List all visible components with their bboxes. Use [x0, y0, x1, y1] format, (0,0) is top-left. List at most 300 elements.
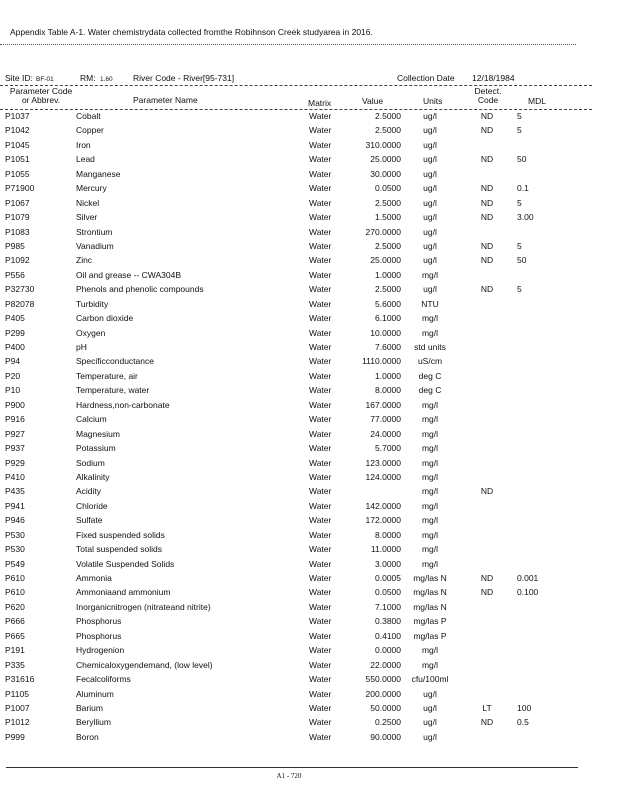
cell-matrix: Water [309, 515, 332, 526]
cell-detect: ND [480, 154, 494, 165]
cell-matrix: Water [309, 717, 332, 728]
cell-units: mg/l [421, 529, 439, 540]
cell-name: Fecalcoliforms [76, 674, 131, 685]
cell-value: 2.5000 [375, 240, 401, 251]
table-row [0, 485, 618, 499]
cell-matrix: Water [309, 414, 332, 425]
cell-code: P900 [5, 399, 25, 410]
cell-matrix: Water [309, 731, 332, 742]
cell-value: 0.4100 [375, 630, 401, 641]
cell-detect: ND [480, 240, 494, 251]
cell-name: Ammoniaand ammonium [76, 587, 171, 598]
cell-units: mg/las P [413, 630, 447, 641]
cell-units: ug/l [423, 197, 437, 208]
cell-matrix: Water [309, 284, 332, 295]
cell-code: P1105 [5, 688, 29, 699]
cell-matrix: Water [309, 702, 332, 713]
cell-name: Boron [76, 731, 99, 742]
cell-code: P1067 [5, 197, 30, 208]
table-row [0, 283, 618, 297]
cell-units: mg/las N [413, 601, 447, 612]
cell-units: mg/l [421, 443, 439, 454]
table-row [0, 355, 618, 369]
cell-name: Nickel [76, 197, 100, 208]
cell-mdl: 5 [517, 111, 522, 121]
cell-mdl: 100 [517, 702, 532, 713]
cell-units: ug/l [423, 183, 437, 194]
header-value: Value [362, 96, 384, 106]
cell-name: Cobalt [76, 111, 101, 121]
cell-name: Carbon dioxide [76, 313, 134, 324]
cell-name: Mercury [76, 183, 107, 194]
cell-name: Ammonia [76, 573, 112, 583]
cell-code: P1012 [5, 717, 30, 728]
cell-units: ug/l [423, 717, 437, 728]
cell-name: Barium [76, 702, 103, 713]
cell-matrix: Water [309, 269, 332, 280]
cell-code: P405 [5, 313, 25, 324]
cell-value: 2.5000 [375, 111, 401, 121]
cell-name: Phenols and phenolic compounds [76, 284, 204, 295]
cell-units: mg/las P [413, 616, 447, 627]
cell-code: P549 [5, 558, 25, 569]
cell-code: P999 [5, 731, 25, 742]
cell-code: P1092 [5, 255, 30, 266]
cell-code: P410 [5, 471, 25, 482]
cell-mdl: 5 [517, 240, 522, 251]
cell-value: 1.5000 [375, 212, 401, 223]
cell-value: 124.0000 [365, 471, 401, 482]
table-row [0, 702, 618, 716]
cell-value: 5.6000 [375, 298, 401, 309]
cell-code: P556 [5, 269, 25, 280]
cell-units: mg/l [421, 645, 439, 656]
table-row [0, 442, 618, 456]
cell-mdl: 0.5 [517, 717, 529, 728]
table-row [0, 370, 618, 384]
cell-code: P1079 [5, 212, 30, 223]
cell-matrix: Water [309, 471, 332, 482]
cell-name: Sulfate [76, 515, 103, 526]
cell-detect: ND [480, 111, 494, 121]
cell-value: 0.0500 [375, 183, 401, 194]
cell-value: 50.0000 [370, 702, 401, 713]
cell-units: mg/l [421, 313, 439, 324]
cell-value: 22.0000 [370, 659, 401, 670]
cell-matrix: Water [309, 255, 332, 266]
cell-matrix: Water [309, 327, 332, 338]
cell-code: P937 [5, 443, 25, 454]
cell-value: 270.0000 [365, 226, 401, 237]
cell-name: Alkalinity [76, 471, 110, 482]
table-row [0, 659, 618, 673]
cell-name: pH [76, 342, 87, 352]
cell-units: mg/l [421, 544, 439, 555]
cell-value: 7.1000 [375, 601, 401, 612]
cell-units: mg/l [421, 659, 439, 670]
table-row [0, 572, 618, 586]
cell-value: 0.2500 [375, 717, 401, 728]
cell-mdl: 5 [517, 125, 522, 136]
cell-matrix: Water [309, 529, 332, 540]
cell-matrix: Water [309, 226, 332, 237]
table-row [0, 630, 618, 644]
cell-code: P1042 [5, 125, 30, 136]
cell-matrix: Water [309, 587, 332, 598]
cell-matrix: Water [309, 313, 332, 324]
cell-detect: ND [480, 573, 494, 583]
cell-units: mg/l [421, 399, 439, 410]
cell-value: 123.0000 [365, 457, 401, 468]
cell-detect: ND [480, 486, 494, 497]
cell-code: P916 [5, 414, 25, 425]
cell-units: ug/l [423, 702, 437, 713]
table-row [0, 197, 618, 211]
cell-name: Lead [76, 154, 95, 165]
cell-matrix: Water [309, 645, 332, 656]
collection-date-label: Collection Date [397, 73, 455, 83]
cell-units: ug/l [423, 688, 437, 699]
cell-detect: ND [480, 212, 494, 223]
cell-matrix: Water [309, 688, 332, 699]
cell-matrix: Water [309, 573, 332, 583]
cell-name: Manganese [76, 168, 121, 179]
cell-name: Copper [76, 125, 104, 136]
cell-name: Silver [76, 212, 98, 223]
cell-value: 2.5000 [375, 125, 401, 136]
cell-units: ug/l [423, 226, 437, 237]
cell-code: P1055 [5, 168, 30, 179]
cell-detect: LT [482, 702, 492, 713]
cell-value: 25.0000 [370, 154, 401, 165]
cell-matrix: Water [309, 428, 332, 439]
cell-units: ug/l [423, 168, 437, 179]
table-row [0, 327, 618, 341]
table-row [0, 182, 618, 196]
header-top-rule [0, 85, 592, 86]
cell-units: mg/l [421, 269, 439, 280]
cell-name: Aluminum [76, 688, 114, 699]
cell-matrix: Water [309, 399, 332, 410]
cell-name: Calcium [76, 414, 107, 425]
cell-mdl: 0.001 [517, 573, 539, 583]
cell-name: Magnesium [76, 428, 120, 439]
cell-value: 8.0000 [375, 529, 401, 540]
cell-name: Chloride [76, 500, 108, 511]
table-row [0, 384, 618, 398]
cell-value: 8.0000 [375, 385, 401, 396]
footer-rule [6, 767, 578, 768]
cell-code: P1083 [5, 226, 30, 237]
cell-value: 142.0000 [365, 500, 401, 511]
table-row [0, 601, 618, 615]
cell-units: ug/l [423, 240, 437, 251]
cell-matrix: Water [309, 630, 332, 641]
cell-value: 0.0000 [375, 645, 401, 656]
table-row [0, 558, 618, 572]
cell-name: Oxygen [76, 327, 106, 338]
cell-code: P82078 [5, 298, 35, 309]
cell-matrix: Water [309, 168, 332, 179]
cell-name: Temperature, water [76, 385, 150, 396]
cell-name: Strontium [76, 226, 113, 237]
cell-detect: ND [480, 125, 494, 136]
cell-matrix: Water [309, 370, 332, 381]
cell-name: Vanadium [76, 240, 114, 251]
cell-matrix: Water [309, 212, 332, 223]
cell-matrix: Water [309, 616, 332, 627]
table-row [0, 226, 618, 240]
header-parameter-code: Parameter Code or Abbrev. [9, 86, 73, 105]
cell-name: Volatile Suspended Solids [76, 558, 175, 569]
cell-matrix: Water [309, 298, 332, 309]
cell-value: 1.0000 [375, 370, 401, 381]
cell-detect: ND [480, 183, 494, 194]
table-row [0, 341, 618, 355]
table-row [0, 413, 618, 427]
cell-value: 6.1000 [375, 313, 401, 324]
cell-detect: ND [480, 587, 494, 598]
cell-value: 1.0000 [375, 269, 401, 280]
table-caption: Appendix Table A-1. Water chemistrydata collected fromthe Robihnson Creek studyarea in 2016. [10, 27, 373, 37]
cell-matrix: Water [309, 356, 332, 367]
header-parameter-name: Parameter Name [133, 95, 198, 105]
cell-value: 10.0000 [370, 327, 401, 338]
cell-matrix: Water [309, 125, 332, 136]
table-row [0, 673, 618, 687]
dotted-divider [0, 44, 576, 45]
cell-name: Sodium [76, 457, 105, 468]
table-row [0, 269, 618, 283]
cell-matrix: Water [309, 385, 332, 396]
cell-name: Zinc [76, 255, 93, 266]
cell-value: 30.0000 [370, 168, 401, 179]
table-row [0, 731, 618, 745]
table-row [0, 644, 618, 658]
cell-value: 77.0000 [370, 414, 401, 425]
cell-matrix: Water [309, 674, 332, 685]
cell-value: 2.5000 [375, 197, 401, 208]
cell-units: ug/l [423, 255, 437, 266]
cell-name: Chemicaloxygendemand, (low level) [76, 659, 213, 670]
cell-units: deg C [418, 370, 442, 381]
cell-value: 550.0000 [365, 674, 401, 685]
cell-code: P94 [5, 356, 21, 367]
cell-units: std units [414, 342, 446, 352]
cell-name: Acidity [76, 486, 102, 497]
cell-mdl: 3.00 [517, 212, 534, 223]
cell-code: P530 [5, 529, 25, 540]
cell-value: 2.5000 [375, 284, 401, 295]
cell-code: P1045 [5, 139, 30, 150]
cell-name: Inorganicnitrogen (nitrateand nitrite) [76, 601, 211, 612]
table-row [0, 211, 618, 225]
rm-value: 1.60 [100, 76, 113, 83]
cell-units: mg/l [421, 414, 439, 425]
table-row [0, 240, 618, 254]
cell-code: P1037 [5, 111, 30, 121]
table-row [0, 153, 618, 167]
cell-units: NTU [421, 298, 439, 309]
table-row [0, 110, 618, 124]
table-row [0, 688, 618, 702]
cell-matrix: Water [309, 139, 332, 150]
collection-date-value: 12/18/1984 [472, 73, 515, 83]
cell-matrix: Water [309, 183, 332, 194]
table-row [0, 124, 618, 138]
table-row [0, 254, 618, 268]
data-table [0, 110, 618, 745]
table-row [0, 457, 618, 471]
cell-code: P985 [5, 240, 25, 251]
cell-name: Hydrogenion [76, 645, 125, 656]
cell-code: P665 [5, 630, 25, 641]
cell-code: P20 [5, 370, 21, 381]
cell-code: P32730 [5, 284, 35, 295]
cell-code: P620 [5, 601, 25, 612]
table-row [0, 615, 618, 629]
cell-mdl: 5 [517, 197, 522, 208]
cell-units: mg/l [421, 428, 439, 439]
cell-value: 5.7000 [375, 443, 401, 454]
table-row [0, 543, 618, 557]
table-row [0, 514, 618, 528]
cell-value: 7.6000 [375, 342, 401, 352]
cell-matrix: Water [309, 486, 332, 497]
cell-code: P1007 [5, 702, 30, 713]
cell-matrix: Water [309, 601, 332, 612]
cell-code: P941 [5, 500, 25, 511]
cell-code: P335 [5, 659, 25, 670]
river-code: River Code - River[95-731] [133, 73, 235, 83]
page-number: A1 - 720 [276, 772, 302, 780]
cell-detect: ND [480, 255, 494, 266]
cell-matrix: Water [309, 500, 332, 511]
cell-value: 0.0500 [375, 587, 401, 598]
cell-units: cfu/100ml [411, 674, 449, 685]
cell-code: P10 [5, 385, 21, 396]
cell-name: Oil and grease -- CWA304B [76, 269, 182, 280]
cell-matrix: Water [309, 457, 332, 468]
cell-name: Iron [76, 139, 91, 150]
cell-value: 310.0000 [365, 139, 401, 150]
table-row [0, 586, 618, 600]
cell-code: P400 [5, 342, 25, 352]
cell-units: mg/l [421, 471, 439, 482]
header-mdl: MDL [528, 96, 546, 106]
cell-matrix: Water [309, 659, 332, 670]
cell-matrix: Water [309, 154, 332, 165]
cell-name: Phosphorus [76, 630, 122, 641]
cell-name: Specificconductance [76, 356, 154, 367]
cell-units: mg/l [421, 486, 439, 497]
cell-code: P1051 [5, 154, 30, 165]
cell-code: P927 [5, 428, 25, 439]
table-row [0, 716, 618, 730]
cell-units: deg C [418, 385, 442, 396]
cell-code: P666 [5, 616, 25, 627]
cell-matrix: Water [309, 197, 332, 208]
cell-code: P610 [5, 573, 25, 583]
cell-detect: ND [480, 284, 494, 295]
cell-matrix: Water [309, 240, 332, 251]
cell-code: P31616 [5, 674, 35, 685]
cell-mdl: 0.1 [517, 183, 529, 194]
table-row [0, 139, 618, 153]
cell-name: Beryllium [76, 717, 111, 728]
table-row [0, 399, 618, 413]
cell-matrix: Water [309, 544, 332, 555]
cell-units: mg/l [421, 558, 439, 569]
cell-code: P71900 [5, 183, 35, 194]
cell-units: mg/las N [413, 587, 447, 598]
cell-mdl: 50 [517, 255, 527, 266]
cell-units: ug/l [423, 212, 437, 223]
cell-units: ug/l [423, 111, 437, 121]
rm-label: RM: [80, 73, 96, 83]
cell-value: 167.0000 [365, 399, 401, 410]
site-id-value: BF-01 [36, 76, 54, 83]
cell-units: mg/l [421, 500, 439, 511]
table-row [0, 168, 618, 182]
cell-units: mg/l [421, 515, 439, 526]
cell-name: Total suspended solids [76, 544, 163, 555]
cell-value: 0.0005 [375, 573, 401, 583]
cell-code: P191 [5, 645, 25, 656]
cell-matrix: Water [309, 558, 332, 569]
header-units: Units [423, 96, 443, 106]
cell-units: mg/las N [413, 573, 447, 583]
cell-matrix: Water [309, 111, 332, 121]
cell-matrix: Water [309, 443, 332, 454]
cell-value: 172.0000 [365, 515, 401, 526]
header-detect-code: Detect. Code [474, 86, 502, 105]
cell-name: Fixed suspended solids [76, 529, 165, 540]
cell-mdl: 0.100 [517, 587, 539, 598]
cell-matrix: Water [309, 342, 332, 352]
cell-units: uS/cm [417, 356, 443, 367]
site-id-label: Site ID: [5, 73, 33, 83]
cell-name: Turbidity [76, 298, 109, 309]
table-row [0, 500, 618, 514]
cell-units: ug/l [423, 154, 437, 165]
table-row [0, 312, 618, 326]
cell-units: mg/l [421, 327, 439, 338]
cell-value: 200.0000 [365, 688, 401, 699]
cell-name: Phosphorus [76, 616, 122, 627]
table-row [0, 428, 618, 442]
cell-name: Hardness,non-carbonate [76, 399, 170, 410]
cell-mdl: 50 [517, 154, 527, 165]
table-row [0, 471, 618, 485]
cell-units: ug/l [423, 125, 437, 136]
table-row [0, 298, 618, 312]
cell-code: P929 [5, 457, 25, 468]
cell-value: 0.3800 [375, 616, 401, 627]
cell-code: P299 [5, 327, 25, 338]
cell-units: ug/l [423, 139, 437, 150]
cell-value: 11.0000 [370, 544, 401, 555]
cell-detect: ND [480, 717, 494, 728]
table-row [0, 529, 618, 543]
cell-code: P435 [5, 486, 25, 497]
header-matrix: Matrix [308, 98, 332, 108]
cell-value: 25.0000 [370, 255, 401, 266]
cell-name: Temperature, air [76, 370, 138, 381]
cell-units: ug/l [423, 284, 437, 295]
cell-name: Potassium [76, 443, 116, 454]
cell-mdl: 5 [517, 284, 522, 295]
